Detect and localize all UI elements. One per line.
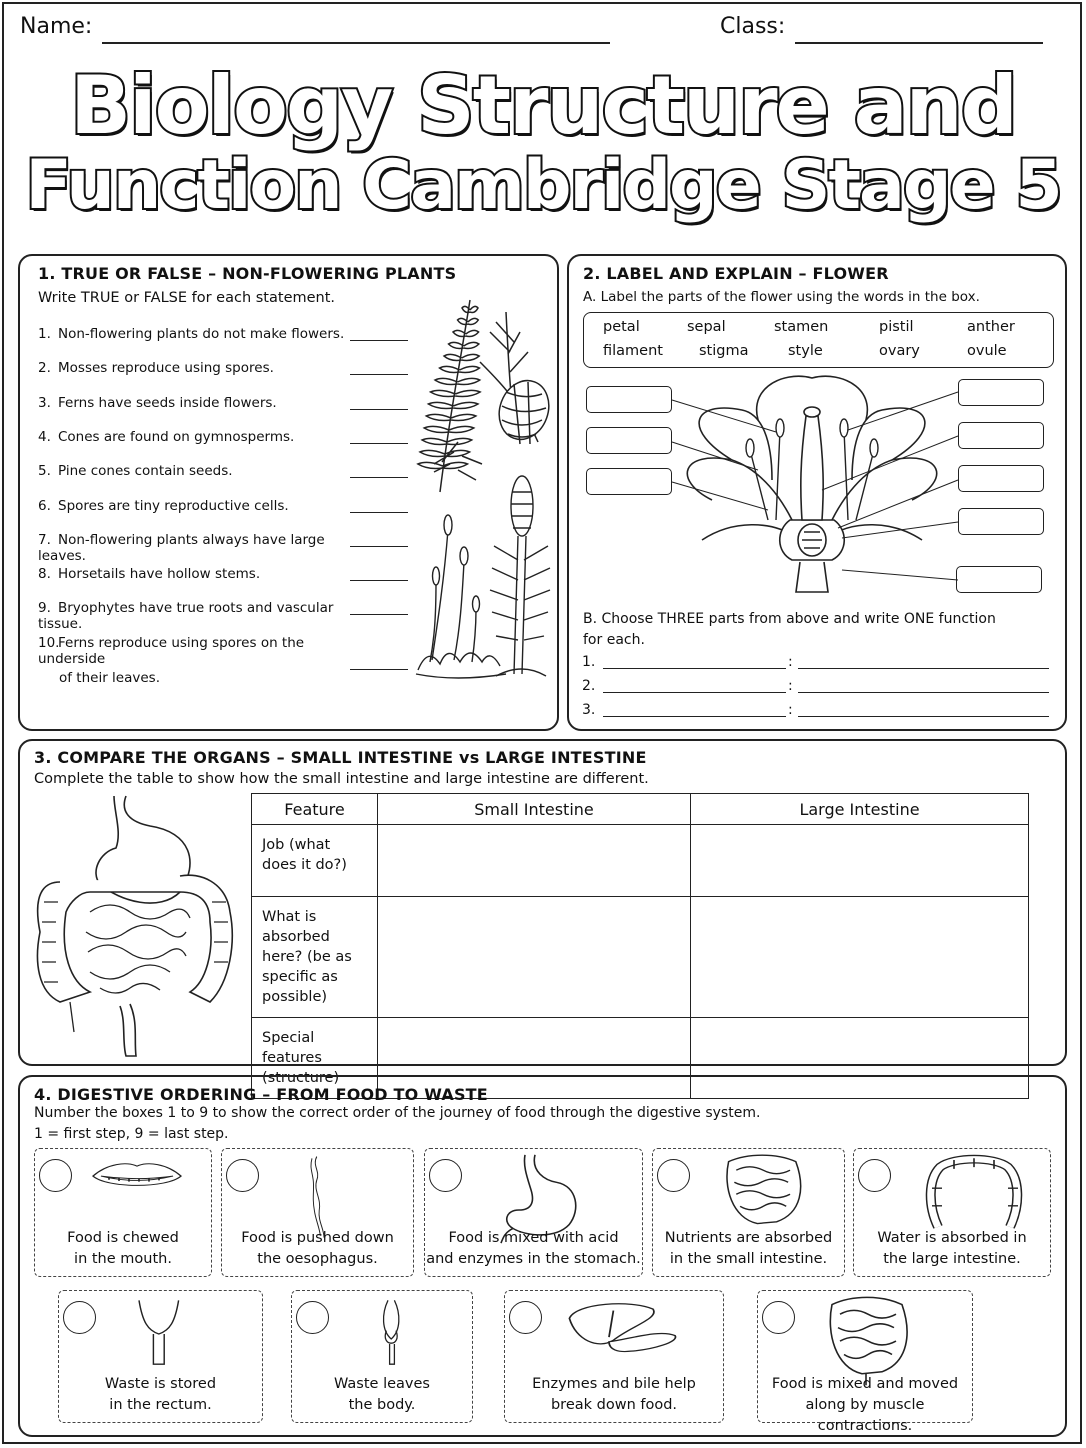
order-number-circle[interactable] [429,1159,462,1192]
card-text-line-1: Food is mixed and moved [771,1376,959,1392]
table-header-feature: Feature [252,794,378,825]
question-number: 3. [38,395,51,411]
order-number-circle[interactable] [509,1301,542,1334]
function-row-number: 3. [582,702,596,718]
liver-pancreas-icon [565,1295,675,1373]
moss-icon [414,470,556,680]
card-text-line-2: in the mouth. [74,1251,172,1267]
section-3-title: 3. COMPARE THE ORGANS – SMALL INTESTINE vs LARGE INTESTINE [34,748,647,767]
section-1-title: 1. TRUE OR FALSE – NON-FLOWERING PLANTS [38,264,457,283]
word-style: style [788,343,823,359]
function-part-field[interactable] [603,692,786,693]
table-cell-large-job[interactable] [691,825,1029,897]
word-stigma: stigma [699,343,749,359]
title-line-2: Function Cambridge Stage 5 [25,146,1061,225]
question-number: 5. [38,463,51,479]
question-number: 4. [38,429,51,445]
word-ovule: ovule [967,343,1007,359]
flower-label-box-right-3[interactable] [958,465,1044,492]
ordering-card [853,1148,1051,1277]
order-number-circle[interactable] [226,1159,259,1192]
table-cell-small-job[interactable] [378,825,691,897]
question-number: 10. [38,635,60,651]
question-text: Ferns reproduce using spores on the underside [38,635,305,667]
word-petal: petal [603,319,640,335]
question-number: 1. [38,326,51,342]
title-line-1: Biology Structure and [70,59,1016,152]
true-false-question [38,429,348,445]
anus-icon [364,1297,444,1381]
question-text: Horsetails have hollow stems. [58,566,261,582]
section-2-part-b-cont: for each. [583,632,645,648]
class-label: Class: [720,14,786,39]
question-number: 2. [38,360,51,376]
card-text-line-2: the body. [348,1397,416,1413]
ordering-card [652,1148,845,1277]
section-3-instructions: Complete the table to show how the small intestine and large intestine are different. [34,771,649,787]
card-text-line-1: Water is absorbed in [877,1230,1027,1246]
true-false-answer-line[interactable] [350,477,408,478]
ordering-card [221,1148,414,1277]
card-text-line-2: in the rectum. [109,1397,212,1413]
true-false-answer-line[interactable] [350,669,408,670]
ordering-card [34,1148,212,1277]
comparison-table [251,793,1029,1099]
true-false-question [38,326,348,342]
true-false-question [38,463,348,479]
table-header-small-intestine: Small Intestine [378,794,691,825]
function-description-field[interactable] [798,716,1049,717]
section-4-instructions-cont: 1 = first step, 9 = last step. [34,1126,229,1142]
order-number-circle[interactable] [858,1159,891,1192]
true-false-answer-line[interactable] [350,340,408,341]
word-ovary: ovary [879,343,920,359]
table-cell-small-absorbed[interactable] [378,897,691,1018]
card-text-line-2: along by muscle contractions. [805,1397,925,1434]
flower-label-box-left-1[interactable] [586,386,672,413]
table-row [252,825,1029,897]
section-2-part-b: B. Choose THREE parts from above and write ONE function [583,611,996,627]
flower-diagram-icon [672,370,962,600]
card-text-line-1: Enzymes and bile help [532,1376,696,1392]
card-text-line-1: Food is mixed with acid [448,1230,619,1246]
name-label: Name: [20,14,93,39]
question-text: Mosses reproduce using spores. [58,360,274,376]
table-cell-large-absorbed[interactable] [691,897,1029,1018]
table-row-label-features: Special features (structure) [252,1018,378,1099]
true-false-question [38,395,348,411]
flower-label-box-left-2[interactable] [586,427,672,454]
flower-label-box-right-1[interactable] [958,379,1044,406]
card-text-line-1: Food is pushed down [241,1230,394,1246]
order-number-circle[interactable] [657,1159,690,1192]
question-text: Ferns have seeds inside flowers. [58,395,277,411]
question-number: 9. [38,600,51,616]
true-false-question [38,566,348,582]
flower-label-box-right-4[interactable] [958,508,1044,535]
mouth-icon [87,1155,187,1217]
function-row-separator: : [788,654,793,670]
word-stamen: stamen [774,319,829,335]
section-2-title: 2. LABEL AND EXPLAIN – FLOWER [583,264,889,283]
ordering-card [757,1290,973,1434]
card-text-line-2: and enzymes in the stomach. [426,1251,641,1267]
flower-label-box-right-2[interactable] [958,422,1044,449]
question-text: Non-flowering plants do not make flowers. [58,326,345,342]
true-false-answer-line[interactable] [350,546,408,547]
question-text-cont: of their leaves. [59,670,160,686]
function-row-separator: : [788,702,793,718]
true-false-answer-line[interactable] [350,580,408,581]
true-false-answer-line[interactable] [350,512,408,513]
card-text-line-2: in the small intestine. [669,1251,828,1267]
card-text-line-2: the large intestine. [883,1251,1021,1267]
true-false-question [38,360,348,376]
flower-label-box-right-5[interactable] [956,566,1042,593]
question-number: 7. [38,532,51,548]
table-row-label-absorbed: What is absorbed here? (be as specific as possible) [252,897,378,1018]
fern-icon [410,292,556,498]
word-anther: anther [967,319,1015,335]
card-text-line-2: the oesophagus. [257,1251,378,1267]
true-false-answer-line[interactable] [350,614,408,615]
function-row-separator: : [788,678,793,694]
true-false-question [38,600,348,632]
ordering-card [291,1290,473,1423]
function-part-field[interactable] [603,716,786,717]
section-4-instructions: Number the boxes 1 to 9 to show the correct order of the journey of food through the digestive system. [34,1105,761,1121]
ordering-card [424,1148,643,1277]
order-number-circle[interactable] [296,1301,329,1334]
section-4-title: 4. DIGESTIVE ORDERING – FROM FOOD TO WASTE [34,1085,488,1104]
class-field[interactable] [795,42,1043,44]
true-false-question [38,635,348,686]
order-number-circle[interactable] [39,1159,72,1192]
word-filament: filament [603,343,663,359]
ordering-card [58,1290,263,1423]
table-row [252,897,1029,1018]
function-part-field[interactable] [603,668,786,669]
order-number-circle[interactable] [762,1301,795,1334]
question-text: Cones are found on gymnosperms. [58,429,295,445]
card-text-line-1: Waste is stored [104,1376,217,1392]
true-false-question [38,532,348,564]
true-false-answer-line[interactable] [350,374,408,375]
card-text-line-1: Nutrients are absorbed [664,1230,833,1246]
card-text-line-1: Food is chewed [67,1230,179,1246]
question-number: 8. [38,566,51,582]
flower-label-box-left-3[interactable] [586,468,672,495]
word-sepal: sepal [687,319,726,335]
order-number-circle[interactable] [63,1301,96,1334]
question-text: Spores are tiny reproductive cells. [58,498,289,514]
question-text: Pine cones contain seeds. [58,463,233,479]
question-text: Bryophytes have true roots and vascular tissue. [38,600,334,632]
digestive-system-icon [30,792,240,1060]
section-1-instructions: Write TRUE or FALSE for each statement. [38,290,336,306]
function-description-field[interactable] [798,668,1049,669]
function-description-field[interactable] [798,692,1049,693]
ordering-card [504,1290,724,1423]
word-pistil: pistil [879,319,914,335]
function-row-number: 1. [582,654,596,670]
small-intestine-icon [719,1153,815,1239]
true-false-answer-line[interactable] [350,409,408,410]
question-number: 6. [38,498,51,514]
true-false-question [38,498,348,514]
horsetail-icon [490,476,550,676]
true-false-answer-line[interactable] [350,443,408,444]
table-row-label-job: Job (what does it do?) [252,825,378,897]
card-text-line-2: break down food. [550,1397,678,1413]
question-text: Non-flowering plants always have large leaves. [38,532,325,564]
section-2-part-a: A. Label the parts of the flower using the words in the box. [583,289,980,305]
table-header-large-intestine: Large Intestine [691,794,1029,825]
function-row-number: 2. [582,678,596,694]
rectum-icon [121,1297,211,1381]
name-field[interactable] [102,42,610,44]
word-bank [583,312,1054,368]
card-text-line-1: Waste leaves [334,1376,430,1392]
